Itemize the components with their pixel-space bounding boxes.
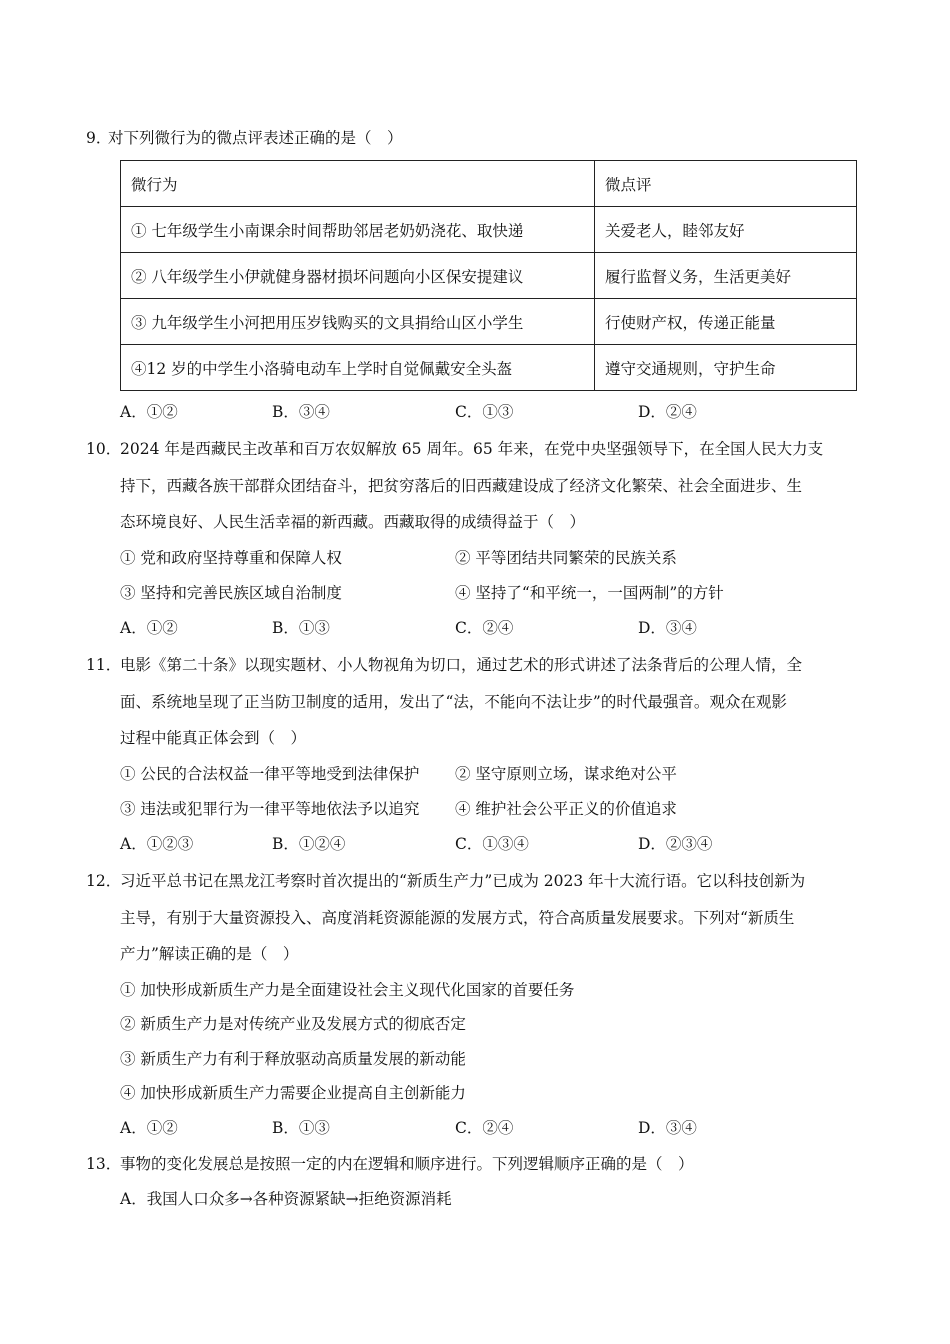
q12-statement-2: ② 新质生产力是对传统产业及发展方式的彻底否定	[120, 1015, 466, 1033]
q12-option-d: D．③④	[638, 1119, 697, 1137]
table-cell: 行使财产权，传递正能量	[595, 299, 857, 345]
q12-stem-line: 习近平总书记在黑龙江考察时首次提出的“新质生产力”已成为 2023 年十大流行语。它以科技创新为	[120, 872, 806, 890]
q11-number: 11．	[86, 656, 122, 674]
q12-stem-line: 产力”解读正确的是（ ）	[120, 945, 299, 963]
q9-table	[120, 160, 857, 391]
q9-option-c: C．①③	[455, 403, 514, 421]
q12-option-b: B．①③	[272, 1119, 330, 1137]
table-row	[121, 253, 857, 299]
q9-option-d: D．②④	[638, 403, 697, 421]
q10-option-a: A．①②	[120, 619, 178, 637]
q12-option-c: C．②④	[455, 1119, 514, 1137]
table-header-cell: 微行为	[121, 161, 595, 207]
q11-stem-line: 面、系统地呈现了正当防卫制度的适用，发出了“法，不能向不法让步”的时代最强音。观众在观影	[120, 693, 787, 711]
q9-option-b: B．③④	[272, 403, 330, 421]
q11-statement-4: ④ 维护社会公平正义的价值追求	[455, 800, 677, 818]
q10-stem-line: 持下，西藏各族干部群众团结奋斗，把贫穷落后的旧西藏建设成了经济文化繁荣、社会全面进步、生	[120, 477, 803, 495]
table-cell: 遵守交通规则，守护生命	[595, 345, 857, 391]
table-cell: ③ 九年级学生小河把用压岁钱购买的文具捐给山区小学生	[121, 299, 595, 345]
q13-stem: 事物的变化发展总是按照一定的内在逻辑和顺序进行。下列逻辑顺序正确的是（ ）	[120, 1155, 694, 1173]
q11-option-a: A．①②③	[120, 835, 194, 853]
q10-stem-line: 2024 年是西藏民主改革和百万农奴解放 65 周年。65 年来，在党中央坚强领导下，在全国人民大力支	[120, 440, 824, 458]
q10-statement-1: ① 党和政府坚持尊重和保障人权	[120, 549, 342, 567]
q11-statement-2: ② 坚守原则立场，谋求绝对公平	[455, 765, 677, 783]
q10-option-c: C．②④	[455, 619, 514, 637]
q10-statement-4: ④ 坚持了“和平统一，一国两制”的方针	[455, 584, 724, 602]
q13-option-a: A．我国人口众多→各种资源紧缺→拒绝资源消耗	[120, 1190, 452, 1208]
table-cell: 履行监督义务，生活更美好	[595, 253, 857, 299]
table-cell: 关爱老人，睦邻友好	[595, 207, 857, 253]
q12-statement-1: ① 加快形成新质生产力是全面建设社会主义现代化国家的首要任务	[120, 981, 575, 999]
q11-option-c: C．①③④	[455, 835, 529, 853]
q11-stem-line: 过程中能真正体会到（ ）	[120, 729, 307, 747]
table-row	[121, 345, 857, 391]
q12-stem-line: 主导，有别于大量资源投入、高度消耗资源能源的发展方式，符合高质量发展要求。下列对“新质生	[120, 909, 795, 927]
q10-statement-2: ② 平等团结共同繁荣的民族关系	[455, 549, 677, 567]
q10-number: 10．	[86, 440, 122, 458]
table-row	[121, 207, 857, 253]
q9-stem: 对下列微行为的微点评表述正确的是（ ）	[108, 129, 403, 147]
q10-option-d: D．③④	[638, 619, 697, 637]
q11-statement-1: ① 公民的合法权益一律平等地受到法律保护	[120, 765, 420, 783]
q11-option-b: B．①②④	[272, 835, 346, 853]
table-cell: ① 七年级学生小南课余时间帮助邻居老奶奶浇花、取快递	[121, 207, 595, 253]
q11-option-d: D．②③④	[638, 835, 713, 853]
q11-statement-3: ③ 违法或犯罪行为一律平等地依法予以追究	[120, 800, 420, 818]
q13-number: 13．	[86, 1155, 122, 1173]
q12-statement-4: ④ 加快形成新质生产力需要企业提高自主创新能力	[120, 1084, 466, 1102]
q10-statement-3: ③ 坚持和完善民族区域自治制度	[120, 584, 342, 602]
q12-number: 12．	[86, 872, 122, 890]
table-cell: ④12 岁的中学生小洛骑电动车上学时自觉佩戴安全头盔	[121, 345, 595, 391]
table-row	[121, 299, 857, 345]
q9-option-a: A．①②	[120, 403, 178, 421]
table-header-row	[121, 161, 857, 207]
q10-option-b: B．①③	[272, 619, 330, 637]
q11-stem-line: 电影《第二十条》以现实题材、小人物视角为切口，通过艺术的形式讲述了法条背后的公理人情，全	[120, 656, 803, 674]
q10-stem-line: 态环境良好、人民生活幸福的新西藏。西藏取得的成绩得益于（ ）	[120, 513, 586, 531]
table-cell: ② 八年级学生小伊就健身器材损坏问题向小区保安提建议	[121, 253, 595, 299]
q12-statement-3: ③ 新质生产力有利于释放驱动高质量发展的新动能	[120, 1050, 466, 1068]
table-header-cell: 微点评	[595, 161, 857, 207]
q12-option-a: A．①②	[120, 1119, 178, 1137]
q9-number: 9．	[86, 129, 112, 147]
